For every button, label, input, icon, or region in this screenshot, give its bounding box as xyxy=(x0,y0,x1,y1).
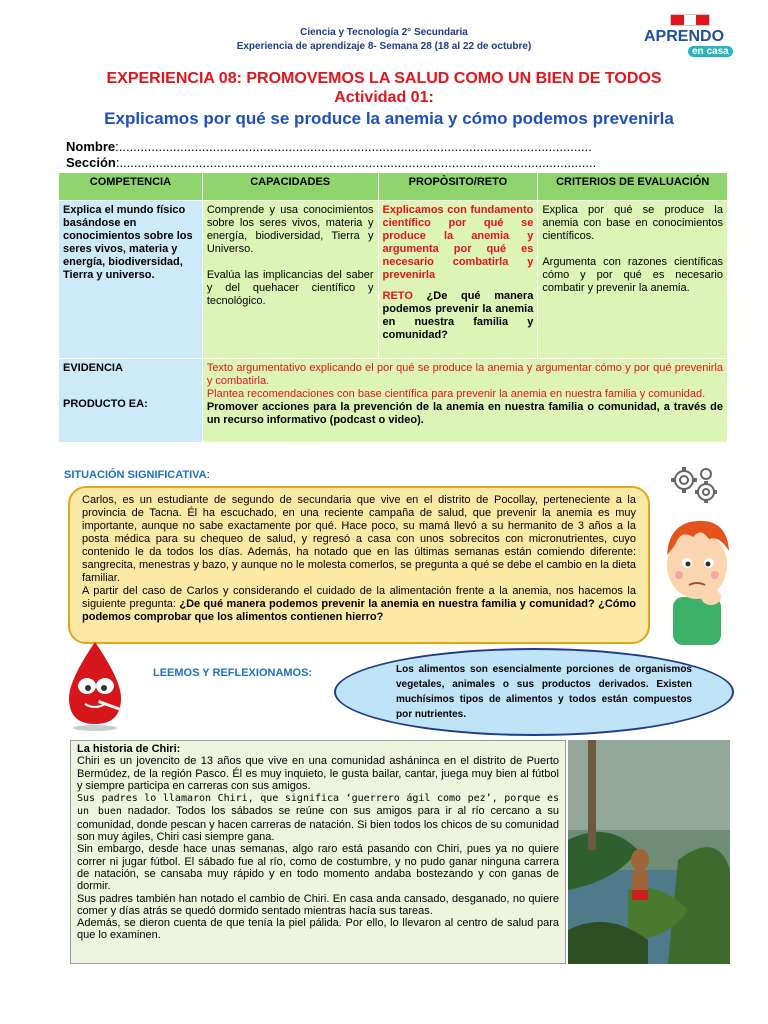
chiri-paragraph-1: Chiri es un jovencito de 13 años que vive en una comunidad asháninca en el distrito de Puerto Bermúdez, de la región Pasco. Él es muy inquieto, le gusta bailar, cantar, juega muy bien al fútbol y siempre participa en carreras con sus amigos. xyxy=(77,755,559,792)
header-criterios: CRITERIOS DE EVALUACIÓN xyxy=(538,173,728,201)
header-capacidades: CAPACIDADES xyxy=(202,173,378,201)
reto-text: ¿De qué manera podemos prevenir la anemia en nuestra familia y comunidad? xyxy=(382,290,534,341)
activity-title: Actividad 01: xyxy=(334,89,434,106)
situacion-colon: : xyxy=(206,469,210,481)
activity-subtitle: Explicamos por qué se produce la anemia y cómo podemos prevenirla xyxy=(104,109,674,128)
capacidades-cell xyxy=(202,201,378,359)
chiri-paragraph-2-mono: Sus padres lo llamaron Chiri, que significa ‘guerrero ágil como pez’, porque es un buen xyxy=(77,793,559,818)
chiri-title: La historia de Chiri: xyxy=(77,743,181,755)
situacion-label-text: SITUACIÓN SIGNIFICATIVA xyxy=(64,469,207,481)
reto-block xyxy=(383,290,534,342)
evidencia-2: Plantea recomendaciones con base científica para prevenir la anemia en nuestra familia y comunidad. xyxy=(206,388,706,400)
gears-icon xyxy=(668,462,722,508)
aprendo-en-casa-logo xyxy=(640,14,740,58)
logo-word-aprendo: APRENDO xyxy=(644,28,725,45)
proposito-text: Explicamos con fundamento científico por qué se produce la anemia y argumenta por qué es necesario combatirla y prevenirla xyxy=(382,204,534,281)
evidencia-1: Texto argumentativo explicando el por qué se produce la anemia y argumentar cómo y por qué prevenirla y combatirla. xyxy=(206,362,723,387)
speech-bubble-text: Los alimentos son esencialmente porciones de organismos vegetales, animales o sus productos derivados. Existen muchísimos tipos de alimentos y todos están compuestos por nutrientes. xyxy=(396,664,692,720)
nombre-label: Nombre xyxy=(66,139,116,154)
peru-flag-icon xyxy=(670,14,710,26)
header-line-2: Experiencia de aprendizaje 8- Semana 28 (18 al 22 de octubre) xyxy=(236,41,532,52)
situacion-paragraph-2 xyxy=(82,585,636,624)
logo-word-en-casa: en casa xyxy=(688,46,733,57)
evidencia-label: EVIDENCIA xyxy=(63,362,123,374)
jungle-boy-illustration xyxy=(568,740,730,964)
situacion-paragraph-1: Carlos, es un estudiante de segundo de secundaria que vive en el distrito de Pocollay, perteneciente a la provincia de Tacna. Él ha escuchado, en una reciente campaña de salud, que prevenir la anemia es muy importante, aunque no sabe exactamente por qué. Hace poco, su mamá llevó a su hermanito de 3 años a la posta médica para su chequeo de salud, y regresó a casa con unos sobrecitos con micronutrientes, cuyo contenido le da todos los días. Además, ha notado que en las últimas semanas están comiendo diferente: sangrecita, menestras y bazo, y aunque no le molesta comerlos, se pregunta a qué se debe el cambio en la dieta familiar. xyxy=(82,494,636,584)
nombre-field[interactable] xyxy=(66,139,592,154)
speech-bubble xyxy=(334,648,734,736)
producto-text: Promover acciones para la prevención de la anemia en nuestra familia o comunidad, a través de un recurso informativo (podcast o video). xyxy=(206,401,723,426)
producto-label: PRODUCTO EA: xyxy=(63,398,148,410)
chiri-paragraph-5: Además, se dieron cuenta de que tenía la piel pálida. Por ello, lo llevaron al centro de salud para que lo examinen. xyxy=(77,917,559,942)
proposito-cell xyxy=(378,201,538,359)
nombre-dots: :................................................................................................................................... xyxy=(115,139,592,154)
criterios-cell xyxy=(538,201,728,359)
situacion-label xyxy=(64,469,210,481)
table-header-row xyxy=(59,173,728,201)
chiri-story-box xyxy=(70,740,566,964)
seccion-field[interactable] xyxy=(66,155,596,170)
chiri-paragraph-2 xyxy=(77,792,559,843)
competencias-table xyxy=(58,172,728,443)
criterio-1: Explica por qué se produce la anemia con base en conocimientos científicos. xyxy=(542,204,723,242)
competencia-cell: Explica el mundo físico basándose en conocimientos sobre los seres vivos, materia y energía, biodiversidad, Tierra y universo. xyxy=(59,201,203,359)
situacion-question: ¿De qué manera podemos prevenir la anemia en nuestra familia y comunidad? ¿Cómo podemos comprobar que los alimentos contienen hierro? xyxy=(82,598,636,623)
chiri-paragraph-4: Sus padres también han notado el cambio de Chiri. En casa anda cansado, desganado, no quiere comer y días atrás se quedó dormido sentado mientras hacía sus tareas. xyxy=(77,892,559,917)
thinking-boy-illustration xyxy=(657,505,737,645)
header-line-1: Ciencia y Tecnología 2° Secundaria xyxy=(300,27,468,38)
reto-label: RETO xyxy=(382,290,413,302)
experience-title: EXPERIENCIA 08: PROMOVEMOS LA SALUD COMO UN BIEN DE TODOS xyxy=(106,70,662,87)
seccion-label: Sección xyxy=(66,155,116,170)
seccion-dots: :.................................................................................................................................... xyxy=(115,155,597,170)
table-row xyxy=(59,359,728,443)
situacion-paragraph-2-text: A partir del caso de Carlos y considerando el cuidado de la alimentación frente a la anemia, nos hacemos la siguiente pregunta: xyxy=(82,585,636,610)
table-row xyxy=(59,201,728,359)
header-proposito: PROPÒSITO/RETO xyxy=(378,173,538,201)
evidencia-content-cell xyxy=(202,359,727,443)
criterio-2: Argumenta con razones científicas cómo y por qué es necesario combatir y prevenir la anemia. xyxy=(542,256,723,294)
blood-drop-mascot-illustration xyxy=(55,640,135,732)
evidencia-label-cell xyxy=(59,359,203,443)
header-competencia: COMPETENCIA xyxy=(59,173,203,201)
chiri-paragraph-3: Sin embargo, desde hace unas semanas, algo raro está pasando con Chiri, pues ya no quiere correr ni jugar fútbol. El sábado fue al río, como de costumbre, y no pudo ganar ninguna carrera de natación, se cansaba muy rápido y en todo momento andaba bostezando y con ganas de dormir. xyxy=(77,843,559,893)
chiri-paragraph-2-rest: nadador. Todos los sábados se reúne con sus amigos para ir al río cercano a su comunidad, donde pescan y hacen carreras de natación. Si bien todos los chicos de su comunidad son muy ágiles, Chiri casi siempre gana. xyxy=(77,805,559,844)
capacidad-1: Comprende y usa conocimientos sobre los seres vivos, materia y energía, biodiversidad, Tierra y Universo. xyxy=(206,204,374,255)
leemos-label: LEEMOS Y REFLEXIONAMOS: xyxy=(153,667,313,679)
capacidad-2: Evalúa las implicancias del saber y del quehacer científico y tecnológico. xyxy=(206,269,374,307)
situacion-story-box xyxy=(68,486,650,644)
